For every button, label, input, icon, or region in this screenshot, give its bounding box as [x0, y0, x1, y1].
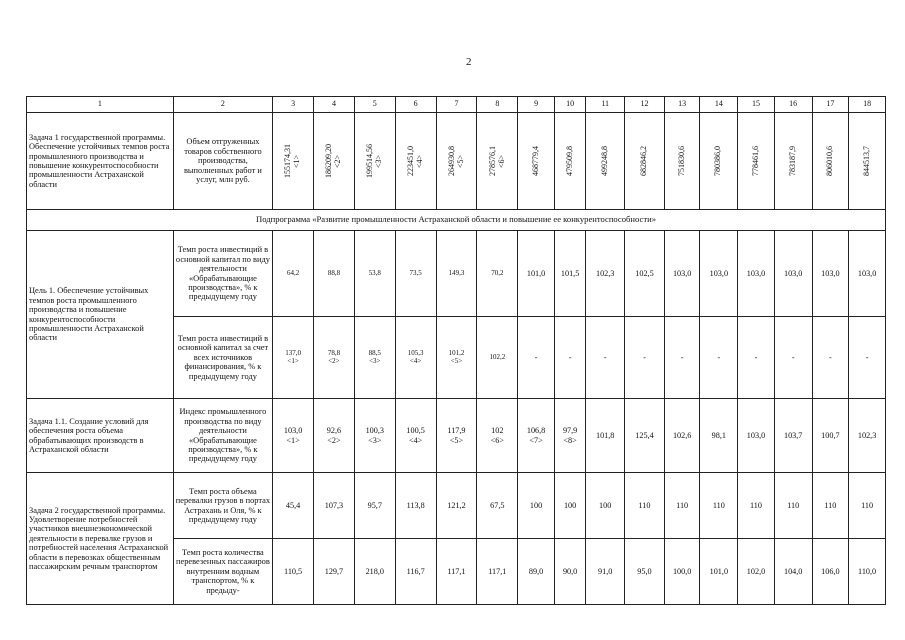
value-cell: 106,0 — [812, 539, 849, 605]
value-cell: 91,0 — [586, 539, 625, 605]
value-cell — [738, 113, 775, 210]
value-cell: - — [518, 317, 555, 399]
column-header: 12 — [625, 97, 665, 113]
value-cell: 110 — [664, 473, 700, 539]
value-cell: 110,5 — [273, 539, 314, 605]
value-cell — [273, 113, 314, 210]
value-cell: 110 — [812, 473, 849, 539]
value-cell: 90,0 — [554, 539, 585, 605]
value-cell: 102,3 — [849, 399, 886, 473]
task11-indicator: Индекс промышленного производства по виду деятельности «Обрабатывающие производства», % к предыдущему году — [173, 399, 273, 473]
value-cell: 103,0 — [738, 231, 775, 317]
value-cell: 129,7 — [314, 539, 355, 605]
value-cell — [625, 113, 665, 210]
value-cell: 100,5 <4> — [395, 399, 436, 473]
value-cell — [477, 113, 518, 210]
value-text: 751830,6 — [676, 146, 686, 176]
value-text: 264930,8 <5> — [446, 146, 465, 176]
value-cell: 116,7 — [395, 539, 436, 605]
task1-title: Задача 1 государственной программы. Обеспечение устойчивых темпов роста промышленного производства и повышение конкурентоспособности промышленности Астраханской области — [27, 113, 174, 210]
value-cell — [518, 113, 555, 210]
value-cell: 45,4 — [273, 473, 314, 539]
goal1-indicator-a: Темп роста инвестиций в основной капитал по виду деятельности «Обрабатывающие производства», % к предыдущему году — [173, 231, 273, 317]
value-cell — [664, 113, 700, 210]
value-cell — [586, 113, 625, 210]
subprogram-row — [27, 210, 886, 231]
value-cell: - — [554, 317, 585, 399]
value-cell: 110,0 — [849, 539, 886, 605]
value-cell: 103,0 — [700, 231, 738, 317]
column-header: 5 — [354, 97, 395, 113]
header-row — [27, 97, 886, 113]
value-cell: 105,3 <4> — [395, 317, 436, 399]
task11-title: Задача 1.1. Создание условий для обеспечения роста объема обрабатывающих производств в Астраханской области — [27, 399, 174, 473]
column-header: 1 — [27, 97, 174, 113]
value-cell: 218,0 — [354, 539, 395, 605]
value-cell: 117,9 <5> — [436, 399, 477, 473]
value-cell: 121,2 — [436, 473, 477, 539]
value-cell: 100 — [586, 473, 625, 539]
column-header: 13 — [664, 97, 700, 113]
value-cell: 100 — [518, 473, 555, 539]
column-header: 4 — [314, 97, 355, 113]
column-header: 9 — [518, 97, 555, 113]
task2-title: Задача 2 государственной программы. Удовлетворение потребностей участников внешнеэкономической деятельности в перевалке грузов и потребностей населения Астраханской области в перевозках общественным пассажирским речным транспортом — [27, 473, 174, 605]
value-cell: 98,1 — [700, 399, 738, 473]
value-cell — [554, 113, 585, 210]
value-cell: 137,0 <1> — [273, 317, 314, 399]
column-header: 2 — [173, 97, 273, 113]
value-cell: 102,3 — [586, 231, 625, 317]
value-cell: 101,0 — [700, 539, 738, 605]
subprogram-title: Подпрограмма «Развитие промышленности Астраханской области и повышение ее конкурентоспособности» — [27, 210, 886, 231]
goal1-title: Цель 1. Обеспечение устойчивых темпов роста промышленного производства и повышение конкурентоспособности промышленности Астраханской области — [27, 231, 174, 399]
value-cell: 103,0 — [738, 399, 775, 473]
value-text: 780386,0 — [713, 146, 723, 176]
value-text: 223451,0 <4> — [405, 146, 424, 176]
value-cell — [812, 113, 849, 210]
column-header: 16 — [774, 97, 812, 113]
value-cell: 103,0 <1> — [273, 399, 314, 473]
value-cell: 64,2 — [273, 231, 314, 317]
value-cell: 100,0 — [664, 539, 700, 605]
value-text: 186209,20 <2> — [324, 144, 342, 178]
column-header: 3 — [273, 97, 314, 113]
value-cell: 110 — [625, 473, 665, 539]
table-row-task1 — [27, 113, 886, 210]
value-cell — [314, 113, 355, 210]
value-cell: 104,0 — [774, 539, 812, 605]
table-row-goal1-a — [27, 231, 886, 317]
value-cell: 73,5 — [395, 231, 436, 317]
value-cell: 110 — [849, 473, 886, 539]
value-cell: 110 — [738, 473, 775, 539]
value-cell: 95,7 — [354, 473, 395, 539]
value-cell — [700, 113, 738, 210]
value-cell: - — [700, 317, 738, 399]
value-cell: 78,8 <2> — [314, 317, 355, 399]
value-cell: 110 — [774, 473, 812, 539]
value-cell: 53,8 — [354, 231, 395, 317]
value-cell: - — [738, 317, 775, 399]
value-cell: 101,5 — [554, 231, 585, 317]
column-header: 15 — [738, 97, 775, 113]
value-cell: 102 <6> — [477, 399, 518, 473]
indicators-table — [26, 96, 886, 605]
value-cell: 101,8 — [586, 399, 625, 473]
value-cell: 102,5 — [625, 231, 665, 317]
value-cell: 97,9 <8> — [554, 399, 585, 473]
goal1-indicator-b: Темп роста инвестиций в основной капитал за счет всех источников финансирования, % к предыдущему году — [173, 317, 273, 399]
column-header: 7 — [436, 97, 477, 113]
value-cell: - — [812, 317, 849, 399]
column-header: 14 — [700, 97, 738, 113]
value-cell: 102,6 — [664, 399, 700, 473]
column-header: 10 — [554, 97, 585, 113]
column-header: 17 — [812, 97, 849, 113]
value-cell: 100 — [554, 473, 585, 539]
value-cell: 89,0 — [518, 539, 555, 605]
value-cell: 106,8 <7> — [518, 399, 555, 473]
table-row-task11 — [27, 399, 886, 473]
value-cell: - — [774, 317, 812, 399]
page-number: 2 — [466, 56, 472, 68]
value-cell: 103,0 — [664, 231, 700, 317]
value-cell: 113,8 — [395, 473, 436, 539]
task2-indicator-a: Темп роста объема перевалки грузов в портах Астрахань и Оля, % к предыдущему году — [173, 473, 273, 539]
value-cell: 88,5 <3> — [354, 317, 395, 399]
value-cell: 103,7 — [774, 399, 812, 473]
task2-indicator-b: Темп роста количества перевезенных пассажиров внутренним водным транспортом, % к предыду- — [173, 539, 273, 605]
value-text: 468779,4 — [530, 146, 540, 176]
value-text: 682846,2 — [639, 146, 649, 176]
value-cell: 95,0 — [625, 539, 665, 605]
value-cell: 88,8 — [314, 231, 355, 317]
value-text: 783187,9 — [787, 146, 797, 176]
value-text: 479509,8 — [564, 146, 574, 176]
value-cell — [354, 113, 395, 210]
value-cell — [774, 113, 812, 210]
value-cell: - — [625, 317, 665, 399]
value-text: 278576,1 <6> — [487, 146, 506, 176]
table-row-task2-a — [27, 473, 886, 539]
value-cell: 102,2 — [477, 317, 518, 399]
value-cell: 103,0 — [774, 231, 812, 317]
value-cell: 92,6 <2> — [314, 399, 355, 473]
value-cell: 149,3 — [436, 231, 477, 317]
value-cell: 100,7 — [812, 399, 849, 473]
column-header: 18 — [849, 97, 886, 113]
value-text: 778461,6 — [750, 146, 760, 176]
value-cell — [395, 113, 436, 210]
value-cell: 101,0 — [518, 231, 555, 317]
column-header: 11 — [586, 97, 625, 113]
value-cell: - — [664, 317, 700, 399]
value-cell: 67,5 — [477, 473, 518, 539]
value-cell: 117,1 — [436, 539, 477, 605]
value-cell: - — [586, 317, 625, 399]
column-header: 8 — [477, 97, 518, 113]
value-text: 844513,7 — [861, 146, 871, 176]
value-text: 199514,56 <3> — [364, 144, 383, 178]
value-cell: 107,3 — [314, 473, 355, 539]
value-cell: 100,3 <3> — [354, 399, 395, 473]
task1-indicator: Объем отгруженных товаров собственного производства, выполненных работ и услуг, млн руб. — [173, 113, 273, 210]
value-text: 155174,31 <1> — [283, 144, 302, 178]
value-cell: 103,0 — [812, 231, 849, 317]
value-text: 806010,6 — [824, 146, 834, 176]
value-cell: 102,0 — [738, 539, 775, 605]
value-cell — [849, 113, 886, 210]
value-cell: 103,0 — [849, 231, 886, 317]
value-cell: 110 — [700, 473, 738, 539]
value-cell: 117,1 — [477, 539, 518, 605]
value-cell: 70,2 — [477, 231, 518, 317]
value-cell — [436, 113, 477, 210]
value-cell: 125,4 — [625, 399, 665, 473]
value-cell: 101,2 <5> — [436, 317, 477, 399]
column-header: 6 — [395, 97, 436, 113]
value-cell: - — [849, 317, 886, 399]
value-text: 499248,8 — [599, 146, 609, 176]
